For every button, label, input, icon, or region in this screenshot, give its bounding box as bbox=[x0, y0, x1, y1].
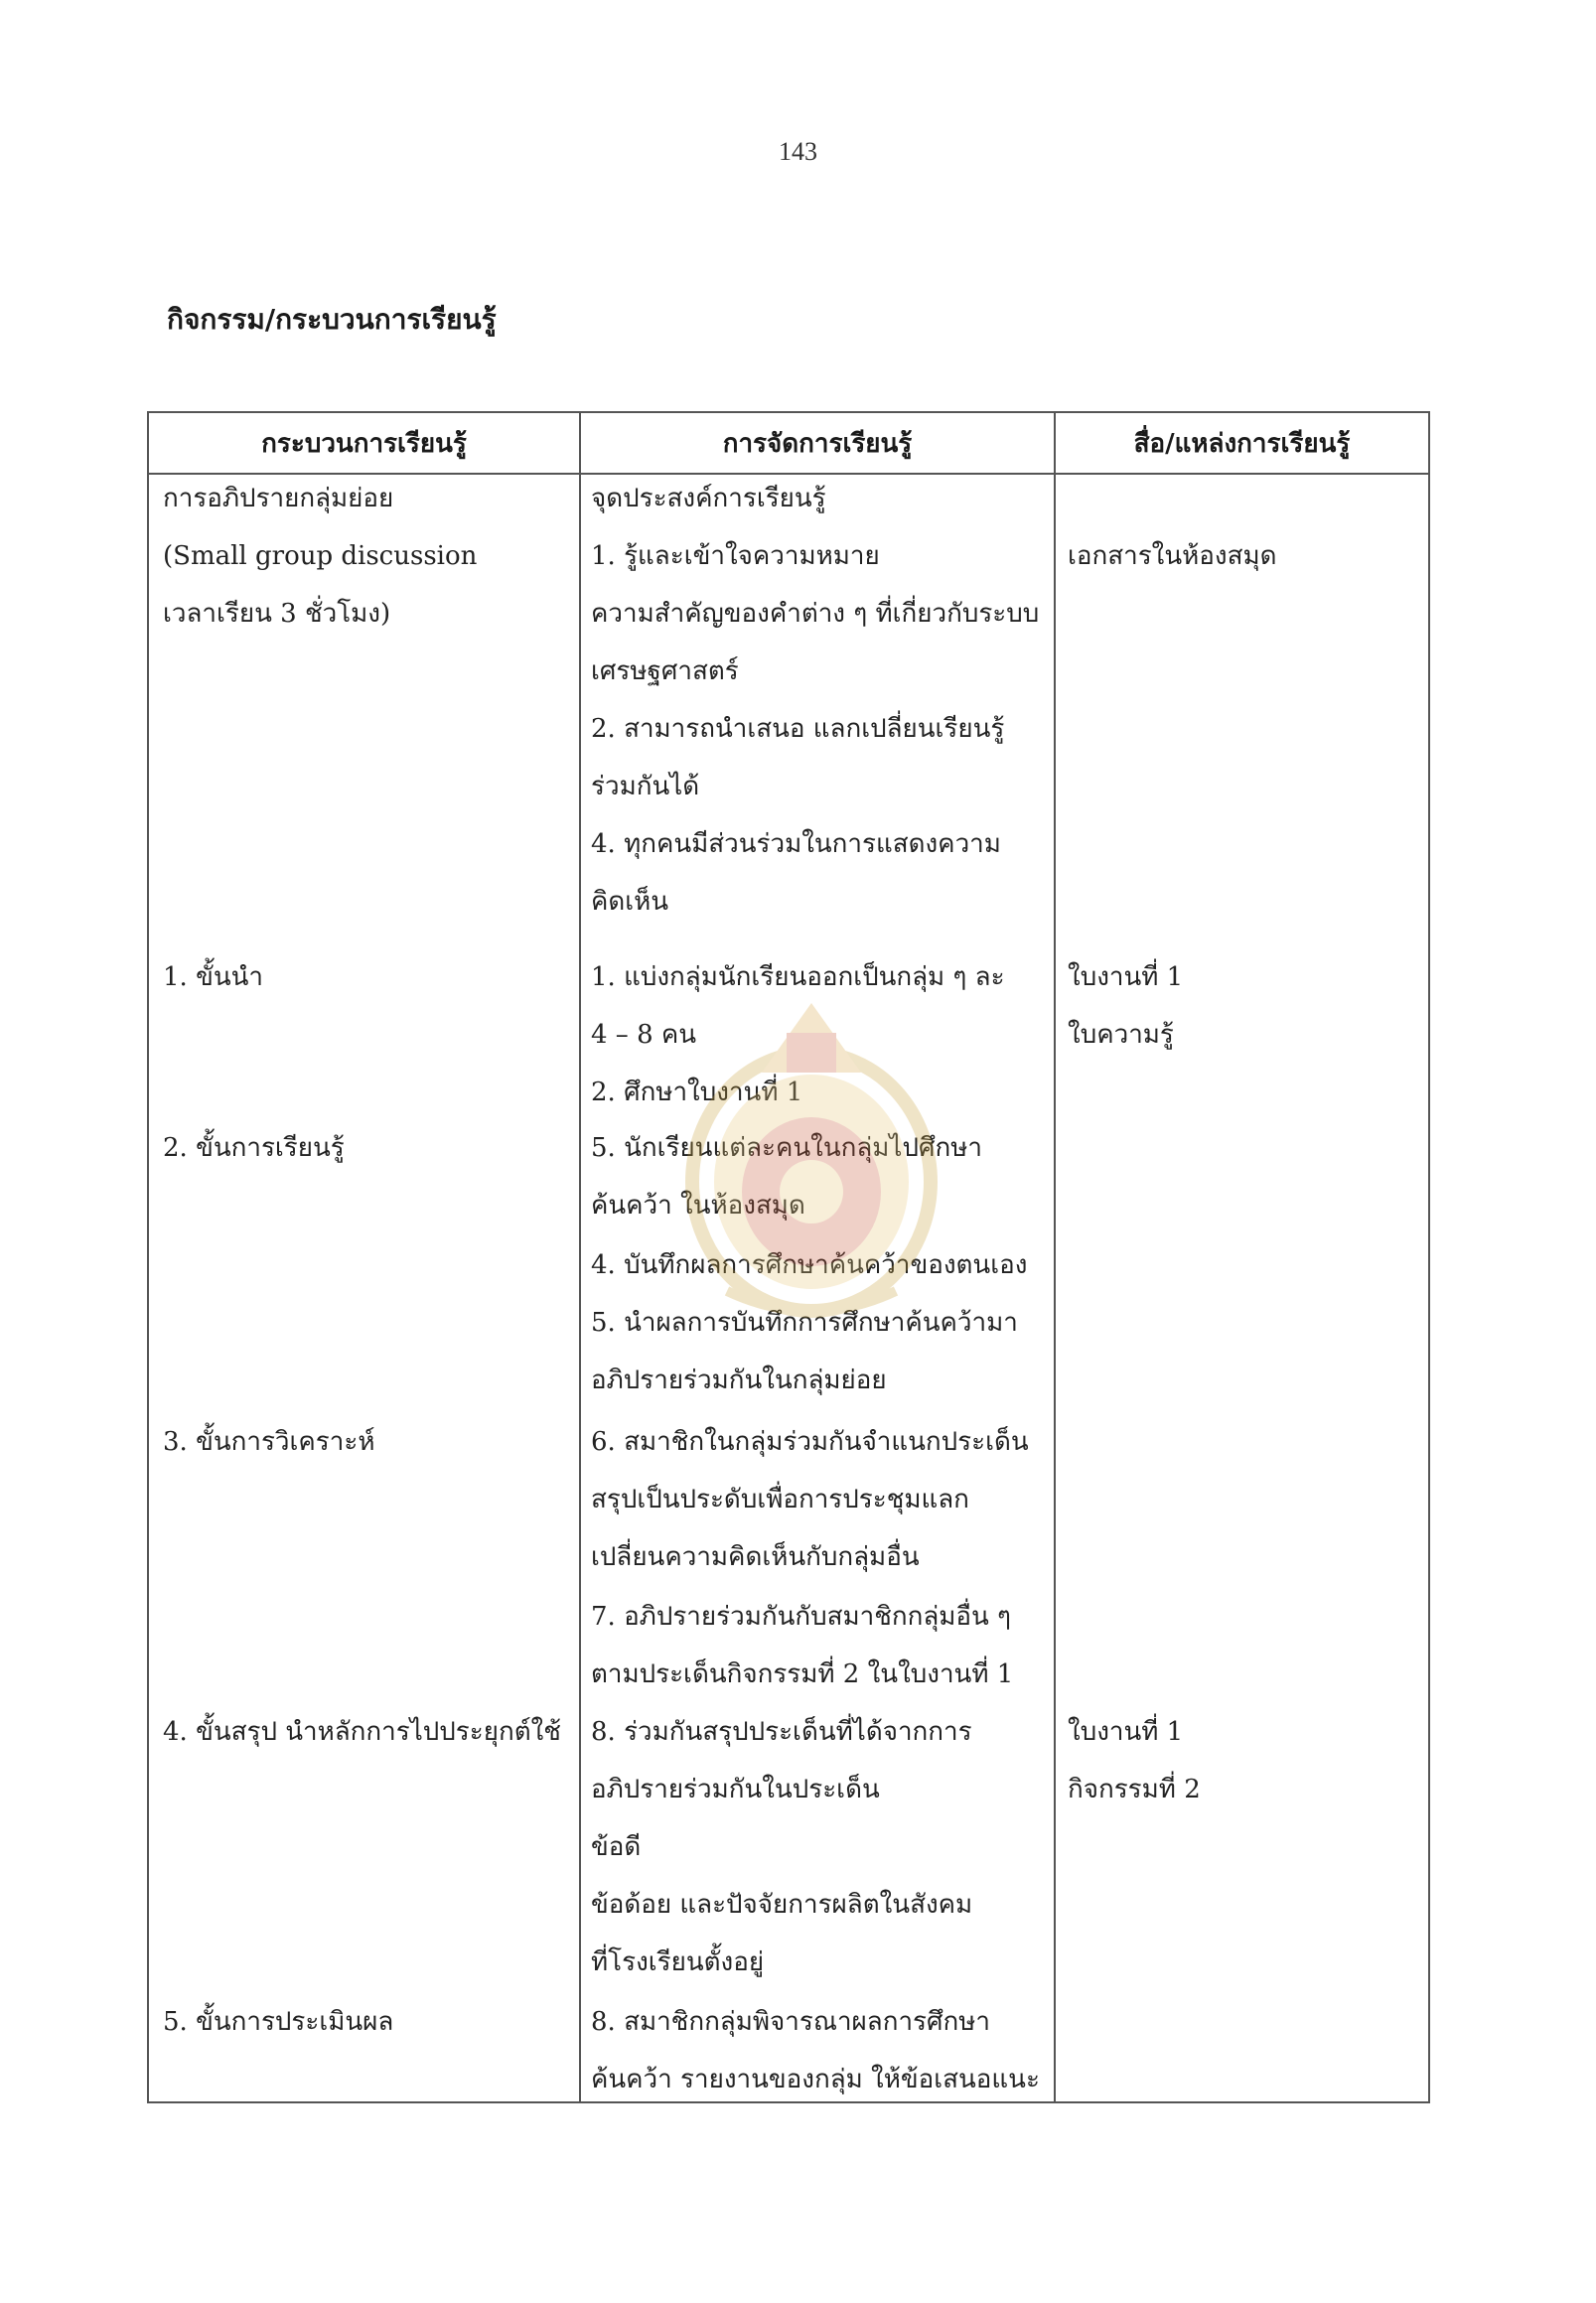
process-step-5: 5. ขั้นการประเมินผล bbox=[163, 2007, 394, 2037]
table-body-row bbox=[149, 475, 1428, 2101]
management-line: ความสำคัญของคำต่าง ๆ ที่เกี่ยวกับระบบ bbox=[591, 599, 1040, 629]
management-line: 5. นักเรียนแต่ละคนในกลุ่มไปศึกษา bbox=[591, 1133, 982, 1163]
process-line: การอภิปรายกลุ่มย่อย bbox=[163, 484, 394, 513]
management-line: จุดประสงค์การเรียนรู้ bbox=[591, 484, 826, 513]
management-line: ค้นคว้า รายงานของกลุ่ม ให้ข้อเสนอแนะ bbox=[591, 2065, 1040, 2094]
process-step-3: 3. ขั้นการวิเคราะห์ bbox=[163, 1427, 375, 1457]
management-line: ตามประเด็นกิจกรรมที่ 2 ในใบงานที่ 1 bbox=[591, 1659, 1014, 1689]
management-line: คิดเห็น bbox=[591, 887, 669, 917]
management-line: ข้อด้อย และปัจจัยการผลิตในสังคม bbox=[591, 1890, 973, 1920]
management-line: 6. สมาชิกในกลุ่มร่วมกันจำแนกประเด็น bbox=[591, 1427, 1029, 1457]
resource-line: ใบความรู้ bbox=[1068, 1020, 1174, 1050]
management-line: 2. สามารถนำเสนอ แลกเปลี่ยนเรียนรู้ bbox=[591, 714, 1005, 744]
management-line: อภิปรายร่วมกันในประเด็น bbox=[591, 1775, 880, 1804]
resource-line: เอกสารในห้องสมุด bbox=[1068, 541, 1277, 571]
management-line: 4 – 8 คน bbox=[591, 1020, 697, 1050]
process-step-1: 1. ขั้นนำ bbox=[163, 962, 263, 992]
learning-management-column bbox=[581, 475, 1056, 2101]
learning-resources-column bbox=[1056, 475, 1428, 2101]
management-line: 8. สมาชิกกลุ่มพิจารณาผลการศึกษา bbox=[591, 2007, 990, 2037]
page-number: 143 bbox=[779, 137, 817, 166]
management-line: 4. ทุกคนมีส่วนร่วมในการแสดงความ bbox=[591, 829, 1001, 859]
learning-process-column bbox=[149, 475, 581, 2101]
management-line: ที่โรงเรียนตั้งอยู่ bbox=[591, 1947, 765, 1977]
management-line: 4. บันทึกผลการศึกษาค้นคว้าของตนเอง bbox=[591, 1250, 1028, 1280]
management-line: ร่วมกันได้ bbox=[591, 772, 700, 801]
section-heading: กิจกรรม/กระบวนการเรียนรู้ bbox=[167, 303, 497, 336]
management-line: เศรษฐศาสตร์ bbox=[591, 656, 739, 686]
resource-line: ใบงานที่ 1 bbox=[1068, 1717, 1184, 1747]
management-line: 8. ร่วมกันสรุปประเด็นที่ได้จากการ bbox=[591, 1717, 972, 1747]
management-line: ข้อดี bbox=[591, 1832, 642, 1862]
management-line: 5. นำผลการบันทึกการศึกษาค้นคว้ามา bbox=[591, 1308, 1018, 1338]
process-line: เวลาเรียน 3 ชั่วโมง) bbox=[163, 599, 391, 629]
process-step-4: 4. ขั้นสรุป นำหลักการไปประยุกต์ใช้ bbox=[163, 1717, 561, 1747]
header-learning-process: กระบวนการเรียนรู้ bbox=[149, 413, 581, 473]
management-line: 7. อภิปรายร่วมกันกับสมาชิกกลุ่มอื่น ๆ bbox=[591, 1602, 1012, 1632]
process-step-2: 2. ขั้นการเรียนรู้ bbox=[163, 1133, 345, 1163]
header-learning-resources: สื่อ/แหล่งการเรียนรู้ bbox=[1133, 428, 1351, 459]
management-line: สรุปเป็นประดับเพื่อการประชุมแลก bbox=[591, 1485, 969, 1514]
process-line: (Small group discussion bbox=[163, 541, 478, 571]
management-line: อภิปรายร่วมกันในกลุ่มย่อย bbox=[591, 1366, 887, 1395]
management-line: เปลี่ยนความคิดเห็นกับกลุ่มอื่น bbox=[591, 1542, 920, 1572]
header-learning-management: การจัดการเรียนรู้ bbox=[581, 413, 1056, 473]
management-line: 1. รู้และเข้าใจความหมาย bbox=[591, 541, 880, 571]
table-header-row bbox=[149, 413, 1428, 475]
resource-line: ใบงานที่ 1 bbox=[1068, 962, 1184, 992]
management-line: ค้นคว้า ในห้องสมุด bbox=[591, 1191, 805, 1221]
management-line: 2. ศึกษาใบงานที่ 1 bbox=[591, 1078, 803, 1107]
resource-line: กิจกรรมที่ 2 bbox=[1068, 1775, 1201, 1804]
learning-activities-table bbox=[147, 411, 1430, 2103]
management-line: 1. แบ่งกลุ่มนักเรียนออกเป็นกลุ่ม ๆ ละ bbox=[591, 962, 1005, 992]
